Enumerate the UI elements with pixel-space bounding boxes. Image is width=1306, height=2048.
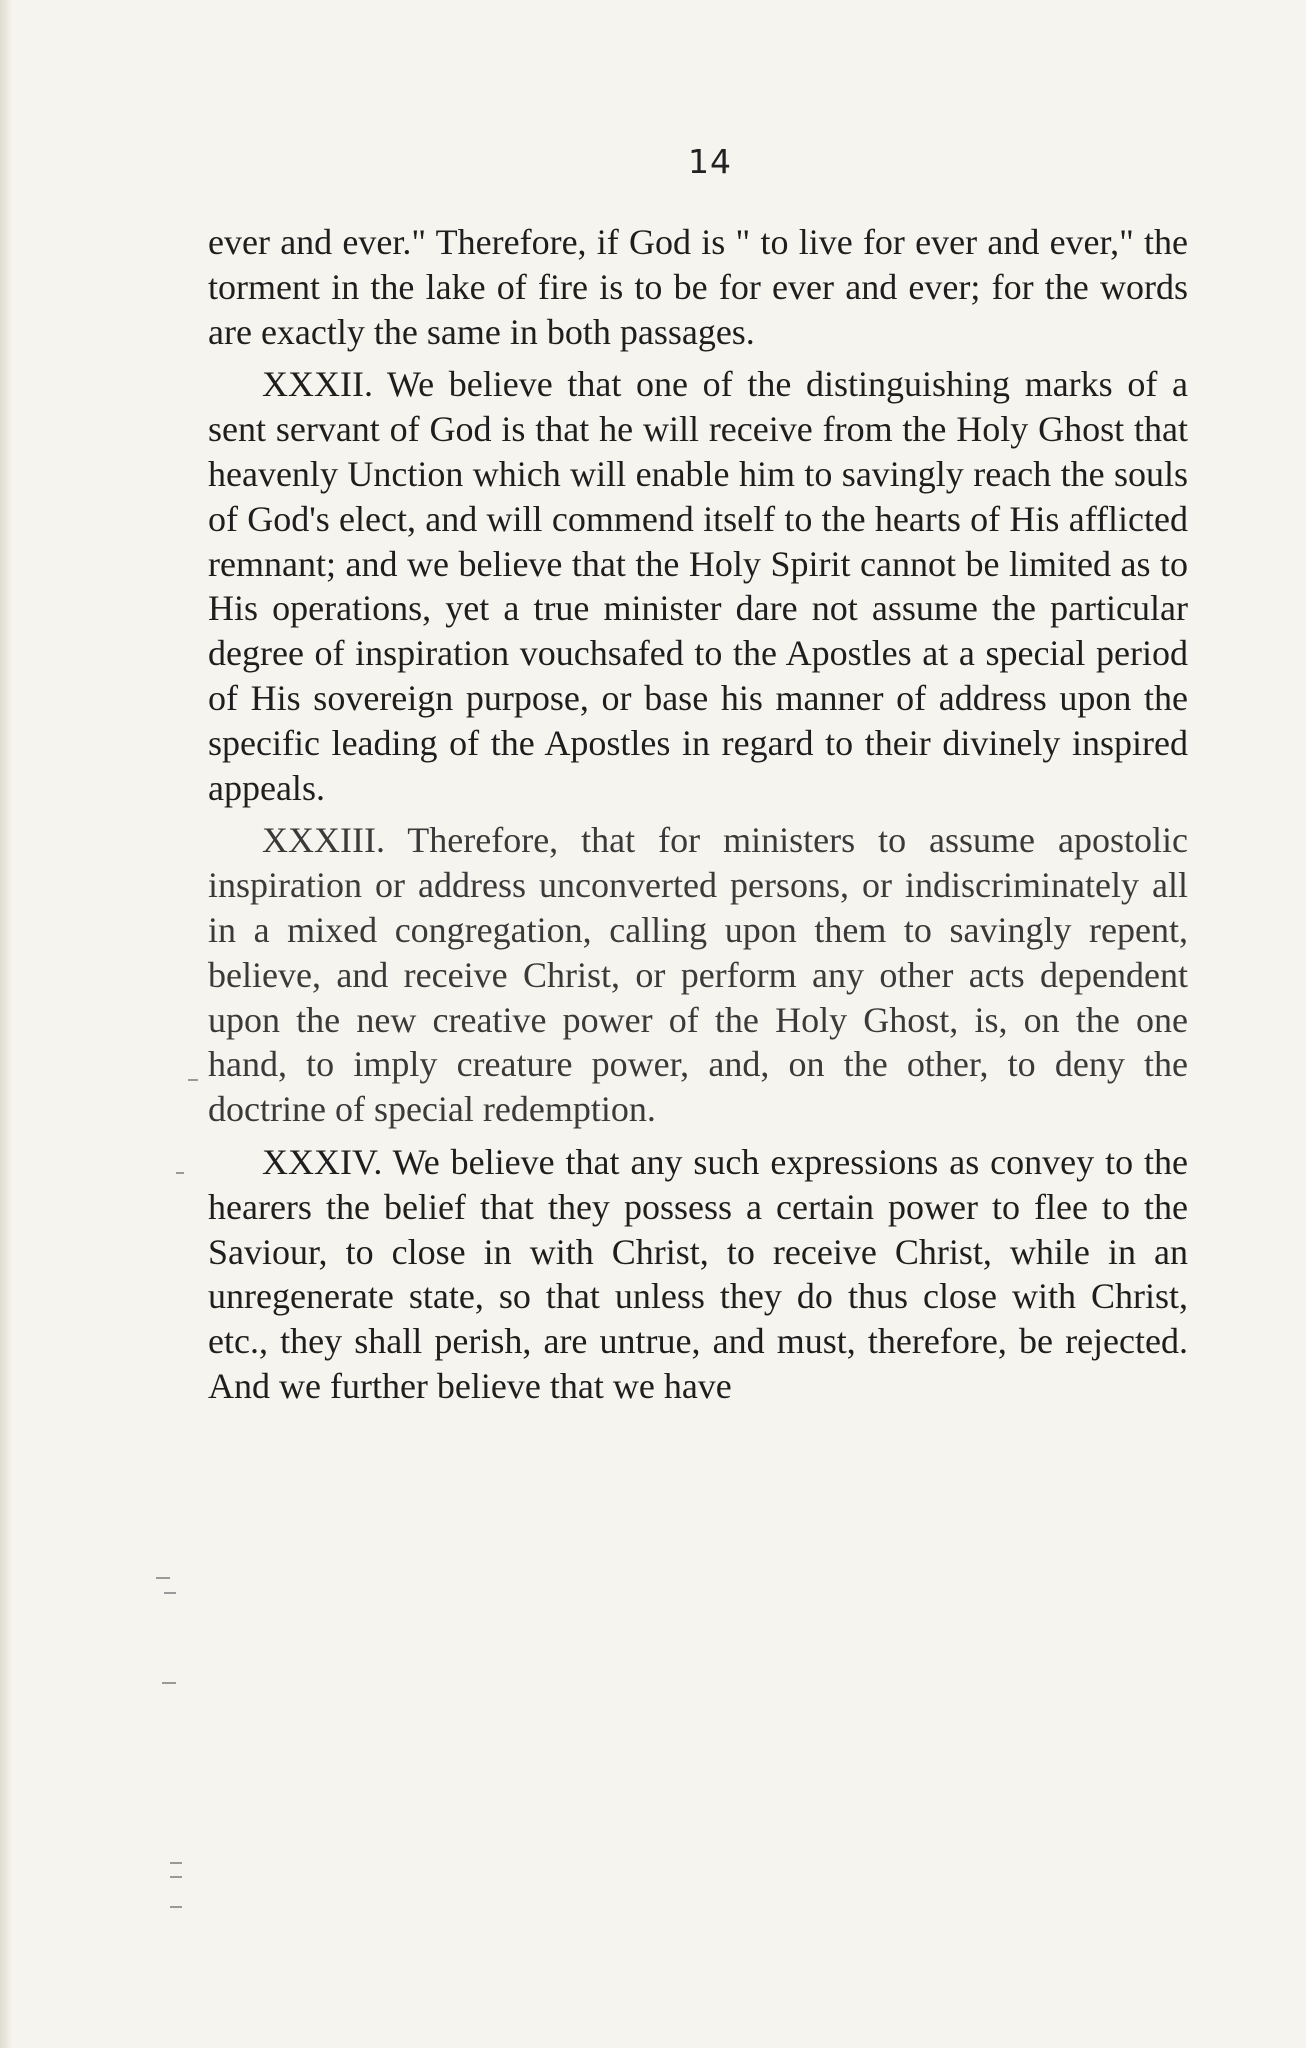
margin-mark: [170, 1906, 182, 1908]
paragraph-article-xxxiv: XXXIV. We believe that any such expressions as convey to the hearers the belief that they possess a certain power to flee to the Saviour, to close in with Christ, to receive Christ, while in an unregenerate state, so that unless they do thus close with Christ, etc., they shall perish, are untrue, and must, therefore, be rejected. And we further believe that we have: [208, 1141, 1188, 1406]
page-edge-shadow: [0, 0, 12, 2048]
margin-mark: [164, 1592, 176, 1594]
body-text: [208, 220, 1188, 1409]
margin-mark: [162, 1682, 176, 1684]
margin-mark: [188, 1079, 198, 1081]
paragraph-article-xxxii: XXXII. We believe that one of the distinguishing marks of a sent servant of God is that he will receive from the Holy Ghost that heavenly Unction which will enable him to savingly reach the souls of God's elect, and will commend itself to the hearts of His afflicted remnant; and we believe that the Holy Spirit cannot be limited as to His operations, yet a true minister dare not assume the particular degree of inspiration vouchsafed to the Apostles at a special period of His sovereign purpose, or base his manner of address upon the specific leading of the Apostles in regard to their divinely inspired appeals.: [208, 364, 1188, 808]
paragraph-article-xxxiii: XXXIII. Therefore, that for ministers to assume apostolic inspiration or address unconverted persons, or indiscriminately all in a mixed congregation, calling upon them to savingly repent, believe, and receive Christ, or perform any other acts dependent upon the new creative power of the Holy Ghost, is, on the one hand, to imply creature power, and, on the other, to deny the doctrine of special redemption.: [208, 820, 1188, 1130]
margin-mark: [176, 1172, 184, 1174]
margin-mark: [170, 1862, 182, 1864]
margin-mark: [170, 1876, 182, 1878]
paragraph-continuation: ever and ever." Therefore, if God is " to live for ever and ever," the torment in the lake of fire is to be for ever and ever; for the words are exactly the same in both passages.: [208, 222, 1188, 352]
page-number: 14: [688, 142, 732, 181]
margin-mark: [156, 1577, 170, 1579]
